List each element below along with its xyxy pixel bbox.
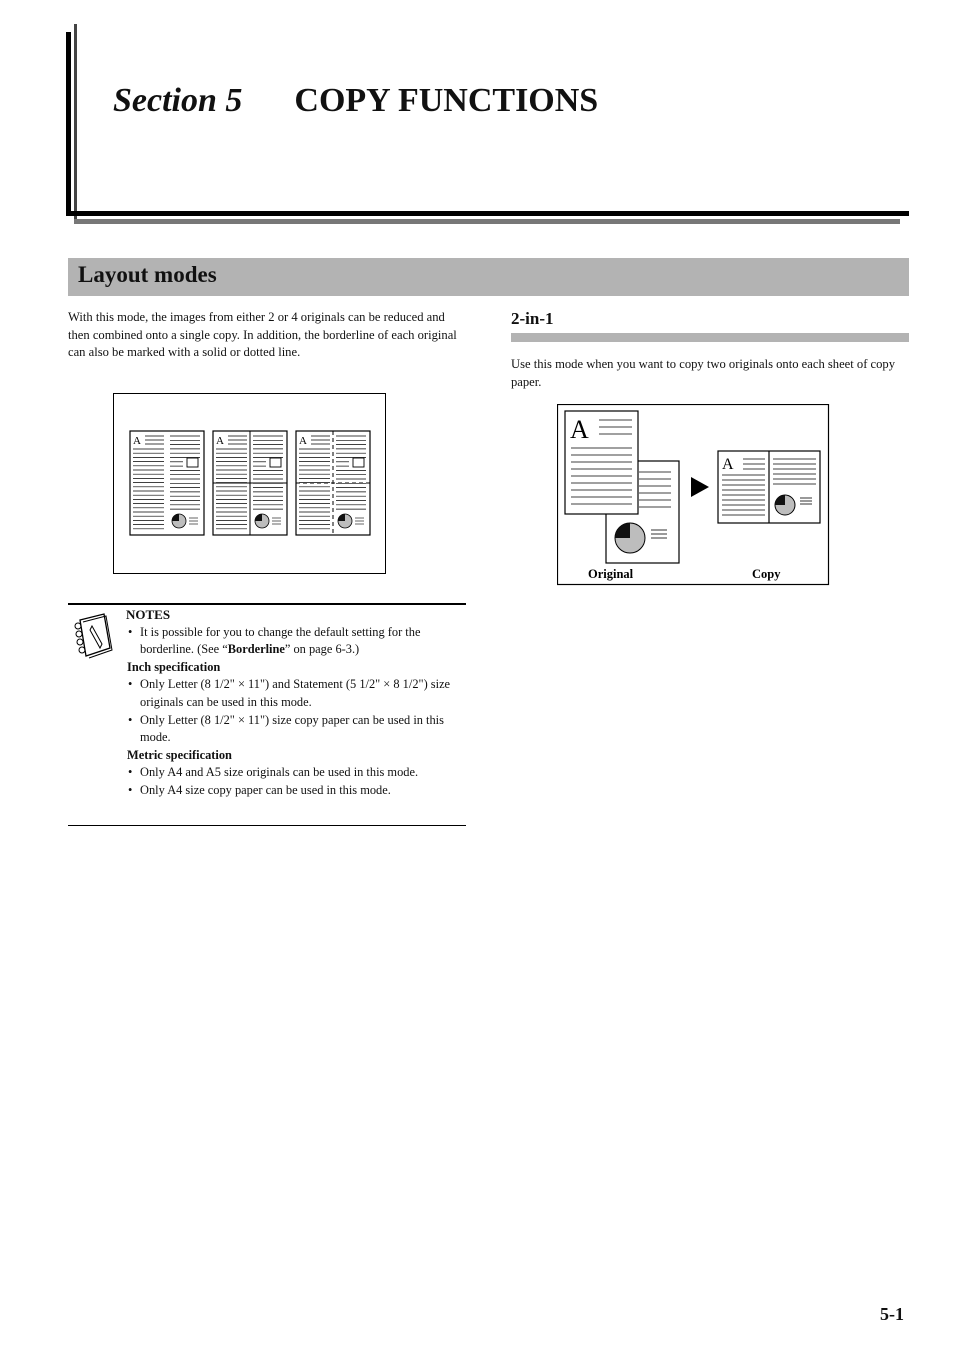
notebook-icon bbox=[70, 612, 116, 660]
intro-paragraph: With this mode, the images from either 2 or 4 originals can be reduced and then combined onto a single copy. In addition, the borderline of each original can also be marked with a solid or dotted line. bbox=[68, 310, 457, 360]
letter-a: A bbox=[722, 456, 734, 473]
layout-thumbnail-solid bbox=[213, 431, 287, 535]
letter-a: A bbox=[133, 435, 141, 447]
header-rule-horizontal-black bbox=[66, 211, 909, 216]
notes-item bbox=[126, 624, 468, 659]
notes-item: • Only A4 and A5 size originals can be used in this mode. bbox=[126, 764, 468, 782]
section-name: COPY FUNCTIONS bbox=[294, 82, 599, 119]
notes-item: • Only Letter (8 1/2" × 11") size copy paper can be used in this mode. bbox=[126, 712, 468, 747]
layout-thumbnail-dotted bbox=[296, 431, 370, 535]
header-rule-horizontal-gray bbox=[74, 219, 900, 224]
section-number: Section 5 bbox=[113, 82, 243, 119]
layout-thumbnail-none bbox=[130, 431, 204, 535]
inch-spec-heading: Inch specification bbox=[127, 659, 221, 674]
header-rule-vertical-gray bbox=[74, 24, 77, 222]
letter-a: A bbox=[216, 435, 224, 447]
notes-item-text: ” on page 6-3.) bbox=[284, 642, 360, 657]
letter-a: A bbox=[299, 435, 307, 447]
notes-content bbox=[126, 606, 468, 800]
subsection-paragraph: Use this mode when you want to copy two originals onto each sheet of copy paper. bbox=[511, 357, 896, 389]
section-title bbox=[113, 82, 598, 120]
notes-heading: NOTES bbox=[126, 607, 171, 622]
notes-item-text: It is possible for you to change the default setting for the borderline. (See “ bbox=[140, 624, 421, 657]
notes-item: • Only Letter (8 1/2" × 11") and Statement (5 1/2" × 8 1/2") size originals can be used in this mode. bbox=[126, 676, 468, 711]
notes-item: • Only A4 size copy paper can be used in this mode. bbox=[126, 782, 468, 800]
header-rule-vertical-black bbox=[66, 32, 71, 216]
subsection-rule bbox=[511, 333, 909, 342]
label-original: Original bbox=[588, 567, 634, 581]
subsection-title: 2-in-1 bbox=[511, 309, 554, 328]
two-in-one-figure bbox=[557, 404, 830, 586]
section-heading: Layout modes bbox=[78, 262, 217, 287]
layout-modes-figure bbox=[113, 393, 387, 575]
label-copy: Copy bbox=[752, 567, 781, 581]
section-heading-band bbox=[68, 258, 909, 296]
page-number: 5-1 bbox=[880, 1304, 904, 1324]
letter-a: A bbox=[570, 415, 589, 444]
notes-item-bold: Borderline bbox=[227, 642, 285, 657]
metric-spec-heading: Metric specification bbox=[127, 747, 232, 762]
